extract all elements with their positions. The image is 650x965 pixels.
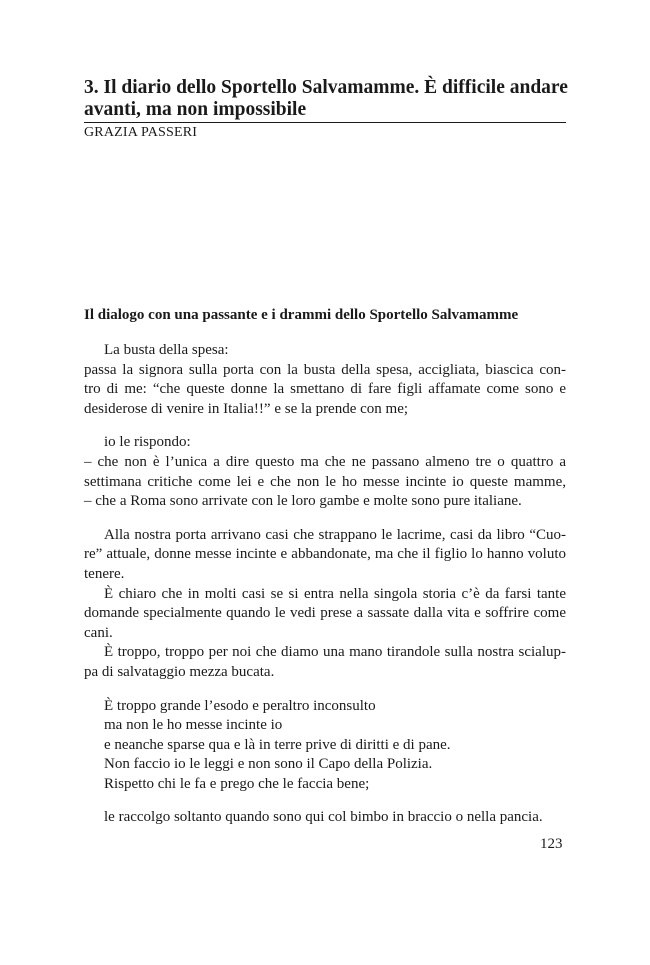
text-line: re” attuale, donne messe incinte e abbandonate, ma che il figlio lo hanno voluto (84, 546, 566, 563)
text-line: – che non è l’unica a dire questo ma che ne passano almeno tre o quattro a (84, 453, 566, 470)
body-text (84, 341, 566, 828)
text-line: Non faccio io le leggi e non sono il Capo della Polizia. (104, 756, 433, 773)
text-line: tenere. (84, 565, 125, 582)
paragraph-gap (84, 419, 566, 433)
text-line: ma non le ho messe incinte io (104, 717, 283, 734)
text-line: – che a Roma sono arrivate con le loro gambe e molte sono pure italiane. (84, 493, 522, 510)
text-line: le raccolgo soltanto quando sono qui col bimbo in braccio o nella pancia. (104, 809, 543, 826)
text-line: desiderose di venire in Italia!!” e se la prende con me; (84, 400, 409, 417)
text-line: io le rispondo: (104, 434, 191, 451)
paragraph-5 (84, 808, 566, 828)
paragraph-gap (84, 794, 566, 808)
title-divider (84, 122, 566, 123)
section-heading: Il dialogo con una passante e i drammi dello Sportello Salvamamme (84, 307, 519, 323)
paragraph-3 (84, 526, 566, 683)
text-line: È troppo, troppo per noi che diamo una mano tirandole sulla nostra scialup- (104, 644, 566, 661)
paragraph-gap (84, 683, 566, 697)
text-line: domande specialmente quando le vedi prese a sassate dalla vita e soffrire come (84, 605, 566, 622)
text-line: e neanche sparse qua e là in terre prive di diritti e di pane. (104, 736, 451, 753)
text-line: tro di me: “che queste donne la smettano di fare figli affamate come sono e (84, 381, 566, 398)
text-line: È chiaro che in molti casi se si entra nella singola storia c’è da farsi tante (104, 585, 566, 602)
page-number: 123 (540, 836, 563, 852)
text-line: settimana critiche come lei e che non le ho messe incinte io queste mamme, (84, 473, 566, 490)
text-line: La busta della spesa: (104, 342, 229, 358)
paragraph-2 (84, 433, 566, 511)
chapter-title-line-1: 3. Il diario dello Sportello Salvamamme. È difficile andare (84, 77, 568, 98)
text-line: Rispetto chi le fa e prego che le faccia bene; (104, 775, 370, 792)
text-line: Alla nostra porta arrivano casi che strappano le lacrime, casi da libro “Cuo- (104, 526, 566, 543)
chapter-title (84, 77, 570, 121)
paragraph-gap (84, 512, 566, 526)
text-line: È troppo grande l’esodo e peraltro inconsulto (104, 697, 376, 714)
author-name: GRAZIA PASSERI (84, 125, 198, 140)
text-line: pa di salvataggio mezza bucata. (84, 663, 275, 680)
paragraph-4 (84, 697, 566, 795)
text-line: cani. (84, 624, 113, 641)
chapter-title-line-2: avanti, ma non impossibile (84, 99, 307, 120)
paragraph-1 (84, 341, 566, 419)
text-line: passa la signora sulla porta con la busta della spesa, accigliata, biascica con- (84, 361, 566, 378)
